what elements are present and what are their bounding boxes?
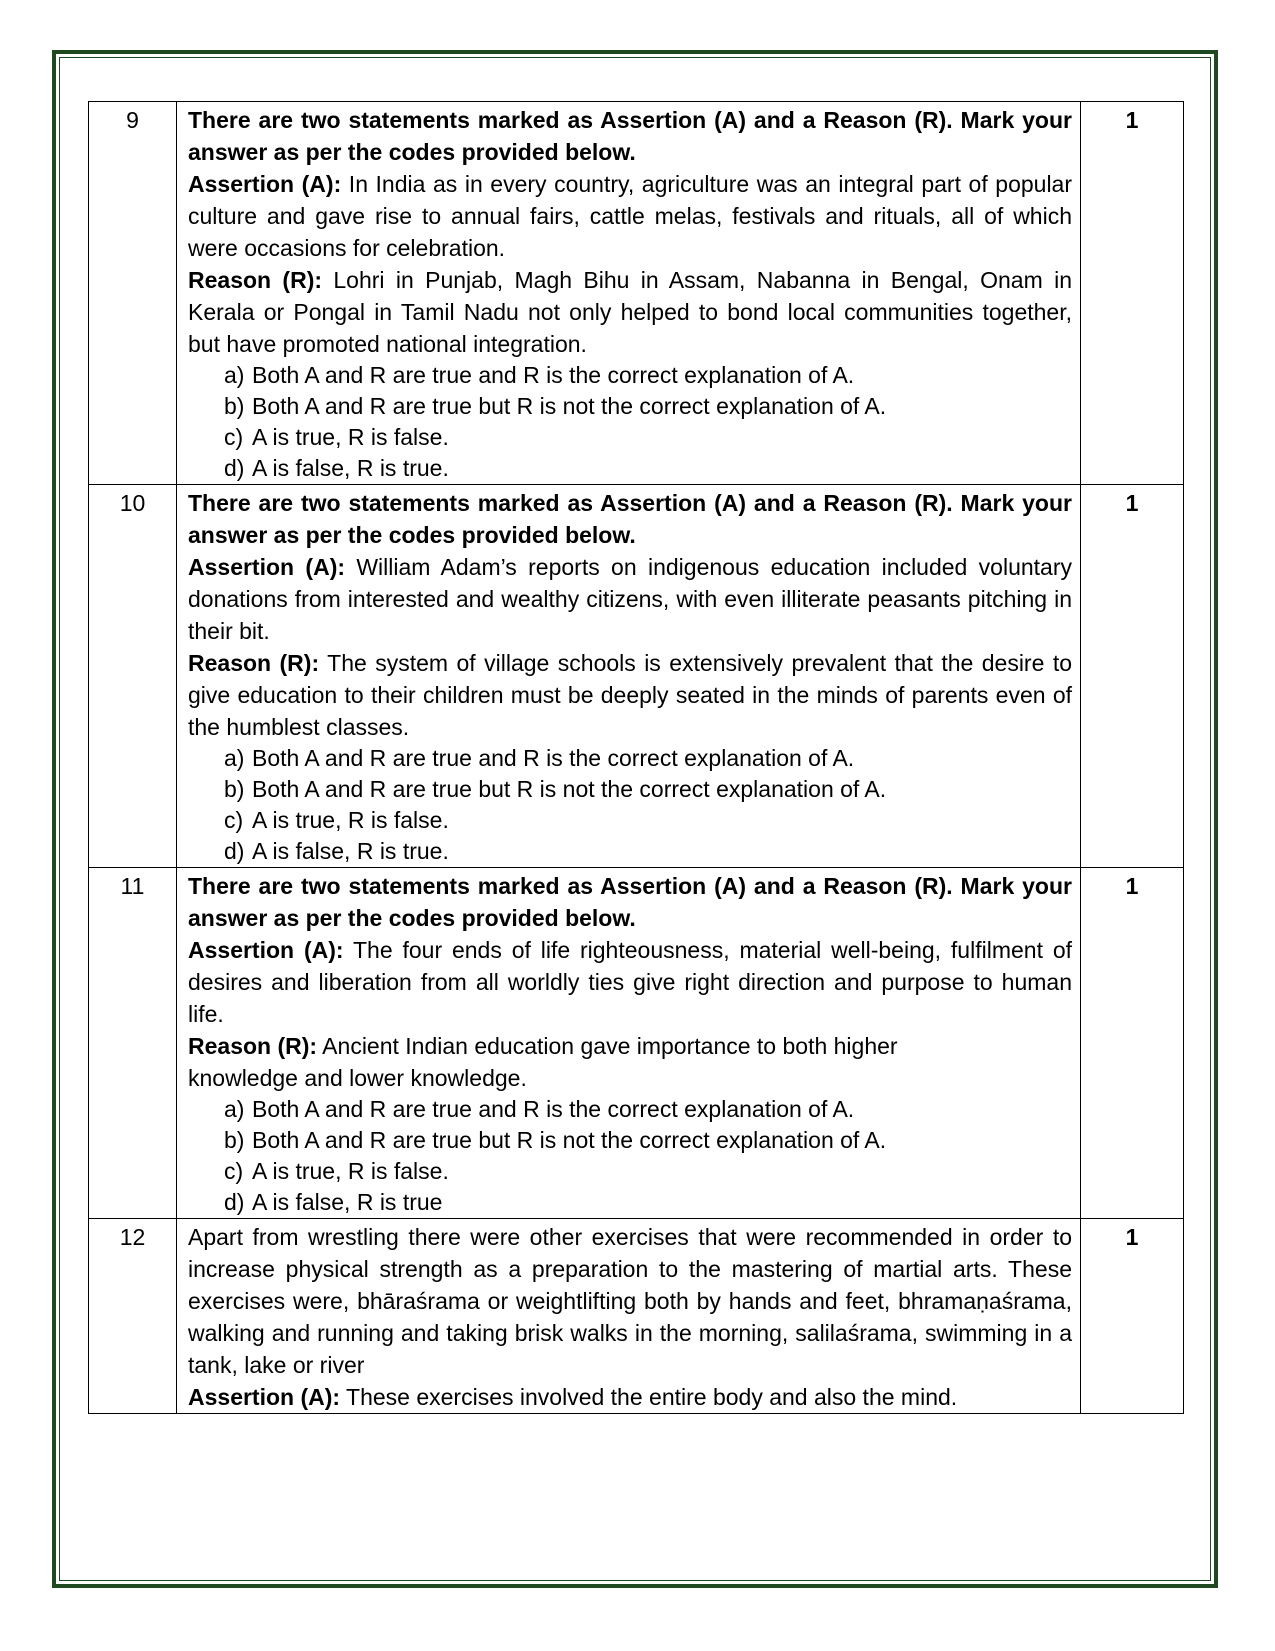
option-label: d) — [224, 838, 245, 864]
question-marks: 1 — [1081, 102, 1184, 485]
reason-paragraph — [188, 1030, 1072, 1094]
option-text: Both A and R are true but R is not the correct explanation of A. — [252, 776, 887, 802]
question-number: 11 — [89, 868, 177, 1219]
instruction-text: There are two statements marked as Assertion (A) and a Reason (R). Mark your answer as per the codes provided below. — [188, 490, 1072, 548]
options-list — [188, 1094, 1072, 1218]
option-item — [224, 360, 1072, 391]
options-list — [188, 360, 1072, 484]
reason-label: Reason (R): — [188, 650, 320, 676]
reason-text: The system of village schools is extensively prevalent that the desire to give education to their children must be deeply seated in the minds of parents even of the humblest classes. — [188, 650, 1073, 740]
question-marks: 1 — [1081, 1219, 1184, 1414]
option-item — [224, 836, 1072, 867]
option-text: A is false, R is true — [252, 1189, 443, 1215]
question-row — [89, 1219, 1184, 1414]
option-item — [224, 805, 1072, 836]
option-label: d) — [224, 1189, 245, 1215]
reason-text: Ancient Indian education gave importance to both higher knowledge and lower knowledge. — [188, 1033, 898, 1091]
reason-paragraph — [188, 264, 1072, 360]
option-label: b) — [224, 393, 245, 419]
option-text: Both A and R are true but R is not the correct explanation of A. — [252, 393, 887, 419]
question-marks: 1 — [1081, 868, 1184, 1219]
option-text: A is true, R is false. — [252, 424, 449, 450]
assertion-label: Assertion (A): — [188, 937, 344, 963]
options-list — [188, 743, 1072, 867]
option-label: c) — [224, 1158, 244, 1184]
option-label: a) — [224, 745, 245, 771]
question-row — [89, 868, 1184, 1219]
question-number: 10 — [89, 485, 177, 868]
option-text: Both A and R are true and R is the correct explanation of A. — [252, 745, 855, 771]
assertion-text: William Adam’s reports on indigenous education included voluntary donations from interested and wealthy citizens, with even illiterate peasants pitching in their bit. — [188, 554, 1073, 644]
assertion-paragraph — [188, 934, 1072, 1030]
assertion-label: Assertion (A): — [188, 1384, 341, 1410]
questions-table — [88, 101, 1184, 1414]
assertion-text: These exercises involved the entire body and also the mind. — [340, 1384, 958, 1410]
option-label: a) — [224, 362, 245, 388]
assertion-text: The four ends of life righteousness, material well-being, fulfilment of desires and liberation from all worldly ties give right direction and purpose to human life. — [188, 937, 1072, 1027]
question-body — [177, 868, 1081, 1219]
option-label: c) — [224, 424, 244, 450]
option-label: a) — [224, 1096, 245, 1122]
instruction-text: There are two statements marked as Assertion (A) and a Reason (R). Mark your answer as per the codes provided below. — [188, 873, 1072, 931]
option-item — [224, 1187, 1072, 1218]
option-item — [224, 422, 1072, 453]
option-text: Both A and R are true and R is the correct explanation of A. — [252, 1096, 855, 1122]
assertion-label: Assertion (A): — [188, 171, 342, 197]
option-text: A is true, R is false. — [252, 1158, 449, 1184]
option-item — [224, 391, 1072, 422]
question-body — [177, 485, 1081, 868]
option-item — [224, 743, 1072, 774]
option-label: b) — [224, 1127, 245, 1153]
instruction-text: There are two statements marked as Assertion (A) and a Reason (R). Mark your answer as per the codes provided below. — [188, 107, 1072, 165]
reason-label: Reason (R): — [188, 1033, 318, 1059]
question-number: 9 — [89, 102, 177, 485]
question-row — [89, 102, 1184, 485]
option-label: c) — [224, 807, 244, 833]
question-row — [89, 485, 1184, 868]
assertion-paragraph — [188, 551, 1072, 647]
passage-text: Apart from wrestling there were other exercises that were recommended in order to increase physical strength as a preparation to the mastering of martial arts. These exercises were, bhāraśrama or weightlifting both by hands and feet, bhramaṇaśrama, walking and running and taking brisk walks in the morning, salilaśrama, swimming in a tank, lake or river — [188, 1224, 1072, 1378]
option-label: b) — [224, 776, 245, 802]
option-item — [224, 453, 1072, 484]
option-item — [224, 1094, 1072, 1125]
option-item — [224, 1125, 1072, 1156]
option-text: Both A and R are true and R is the correct explanation of A. — [252, 362, 855, 388]
reason-paragraph — [188, 647, 1072, 743]
question-body — [177, 102, 1081, 485]
question-body — [177, 1219, 1081, 1414]
assertion-text: In India as in every country, agriculture was an integral part of popular culture and gave rise to annual fairs, cattle melas, festivals and rituals, all of which were occasions for celebration. — [188, 171, 1072, 261]
reason-text: Lohri in Punjab, Magh Bihu in Assam, Nabanna in Bengal, Onam in Kerala or Pongal in Tamil Nadu not only helped to bond local communities together, but have promoted national integration. — [188, 267, 1072, 357]
option-item — [224, 774, 1072, 805]
option-text: A is true, R is false. — [252, 807, 449, 833]
assertion-paragraph — [188, 1381, 1072, 1413]
option-item — [224, 1156, 1072, 1187]
option-text: Both A and R are true but R is not the correct explanation of A. — [252, 1127, 887, 1153]
option-label: d) — [224, 455, 245, 481]
question-number: 12 — [89, 1219, 177, 1414]
assertion-label: Assertion (A): — [188, 554, 346, 580]
reason-label: Reason (R): — [188, 267, 323, 293]
question-marks: 1 — [1081, 485, 1184, 868]
option-text: A is false, R is true. — [252, 455, 449, 481]
option-text: A is false, R is true. — [252, 838, 449, 864]
assertion-paragraph — [188, 168, 1072, 264]
